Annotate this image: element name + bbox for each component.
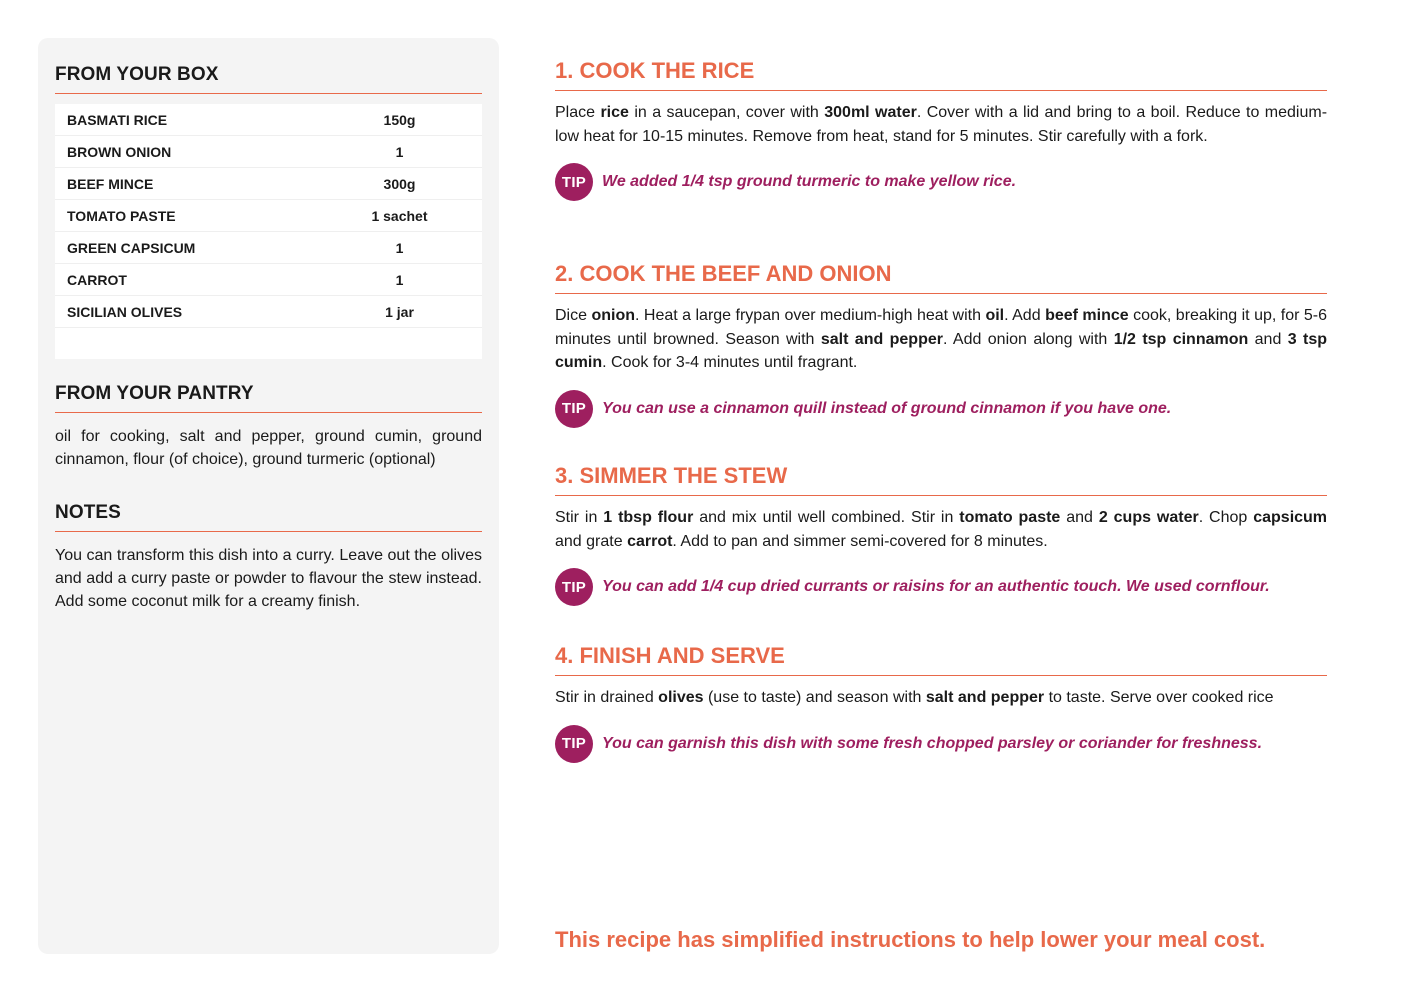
pantry-section bbox=[55, 383, 482, 471]
instruction-text: Place bbox=[555, 104, 601, 121]
tip-text: You can use a cinnamon quill instead of ground cinnamon if you have one. bbox=[602, 399, 1172, 417]
step-1 bbox=[555, 58, 1327, 201]
step-heading: 3. SIMMER THE STEW bbox=[555, 463, 1327, 496]
tip-badge: TIP bbox=[555, 568, 593, 606]
ingredient-qty: 300g bbox=[317, 168, 482, 200]
highlighted-ingredient: 2 cups water bbox=[1098, 509, 1199, 526]
step-heading: 4. FINISH AND SERVE bbox=[555, 643, 1327, 676]
ingredient-qty: 1 bbox=[317, 264, 482, 296]
instruction-text: Stir in drained bbox=[555, 689, 659, 706]
highlighted-ingredient: carrot bbox=[627, 532, 673, 550]
instruction-text: in a saucepan, cover with bbox=[628, 104, 825, 121]
step-2 bbox=[555, 261, 1327, 428]
highlighted-ingredient: olives bbox=[658, 689, 704, 706]
highlighted-ingredient: capsicum bbox=[1253, 509, 1328, 526]
step-instructions bbox=[555, 686, 1327, 710]
step-instructions bbox=[555, 506, 1327, 553]
tip bbox=[555, 725, 1327, 763]
ingredient-row bbox=[55, 296, 482, 328]
highlighted-ingredient: 1/2 tsp cinnamon bbox=[1113, 330, 1249, 348]
box-section bbox=[55, 64, 482, 359]
pantry-text: oil for cooking, salt and pepper, ground cumin, ground cinnamon, flour (of choice), ground turmeric (optional) bbox=[55, 428, 482, 468]
ingredient-name: CARROT bbox=[55, 264, 317, 296]
instruction-text: . Chop bbox=[1198, 509, 1254, 526]
step-3 bbox=[555, 463, 1327, 606]
ingredient-name: SICILIAN OLIVES bbox=[55, 296, 317, 328]
instruction-text: and bbox=[1248, 330, 1288, 348]
highlighted-ingredient: oil bbox=[985, 307, 1005, 324]
ingredient-name: BEEF MINCE bbox=[55, 168, 317, 200]
tip-text: We added 1/4 tsp ground turmeric to make yellow rice. bbox=[602, 173, 1017, 190]
instruction-text: Stir in bbox=[555, 509, 604, 526]
step-instructions bbox=[555, 101, 1327, 148]
instruction-text: . Heat a large frypan over medium-high heat with bbox=[635, 307, 986, 324]
highlighted-ingredient: salt and pepper bbox=[925, 689, 1045, 706]
ingredient-qty: 1 bbox=[317, 232, 482, 264]
tip-badge: TIP bbox=[555, 390, 593, 428]
highlighted-ingredient: 1 tbsp flour bbox=[603, 509, 694, 526]
highlighted-ingredient: 300ml water bbox=[824, 104, 917, 121]
tip bbox=[555, 390, 1327, 428]
ingredient-row bbox=[55, 104, 482, 136]
instruction-text: . Add to pan and simmer semi-covered for 8 minutes. bbox=[672, 532, 1048, 550]
tip-text: You can add 1/4 cup dried currants or raisins for an authentic touch. We used cornflour. bbox=[602, 578, 1270, 595]
instruction-text: and mix until well combined. Stir in bbox=[693, 509, 960, 526]
highlighted-ingredient: salt and pepper bbox=[820, 330, 943, 348]
box-heading: FROM YOUR BOX bbox=[55, 64, 482, 94]
ingredient-qty: 1 sachet bbox=[317, 200, 482, 232]
instruction-text: and grate bbox=[555, 532, 628, 550]
instruction-text: to taste. Serve over cooked rice bbox=[1044, 689, 1274, 706]
notes-section bbox=[55, 502, 482, 613]
step-4 bbox=[555, 643, 1327, 763]
ingredient-qty: 150g bbox=[317, 104, 482, 136]
step-heading: 1. COOK THE RICE bbox=[555, 58, 1327, 91]
ingredient-row-empty bbox=[55, 328, 482, 360]
ingredient-name: BASMATI RICE bbox=[55, 104, 317, 136]
highlighted-ingredient: 3 tsp cumin bbox=[555, 330, 1328, 371]
ingredient-qty: 1 bbox=[317, 136, 482, 168]
tip bbox=[555, 568, 1327, 606]
ingredient-row bbox=[55, 264, 482, 296]
ingredient-row bbox=[55, 232, 482, 264]
step-instructions bbox=[555, 304, 1327, 375]
instruction-text: (use to taste) and season with bbox=[703, 689, 926, 706]
ingredient-row bbox=[55, 168, 482, 200]
instruction-text: . Cook for 3-4 minutes until fragrant. bbox=[602, 354, 858, 371]
ingredient-row bbox=[55, 200, 482, 232]
footer-note: This recipe has simplified instructions to help lower your meal cost. bbox=[555, 927, 1266, 952]
instruction-text: cook, breaking it up, for 5-6 minutes until browned. Season with bbox=[555, 307, 1328, 348]
highlighted-ingredient: beef mince bbox=[1045, 307, 1129, 324]
ingredient-name: GREEN CAPSICUM bbox=[55, 232, 317, 264]
ingredient-row bbox=[55, 136, 482, 168]
instruction-text: Dice bbox=[555, 307, 592, 324]
step-heading: 2. COOK THE BEEF AND ONION bbox=[555, 261, 1327, 294]
highlighted-ingredient: onion bbox=[591, 307, 636, 324]
tip-badge: TIP bbox=[555, 163, 593, 201]
instruction-text: and bbox=[1060, 509, 1099, 526]
instruction-text: . Cover with a lid and bring to a boil. Reduce to medium-low heat for 10-15 minutes. Remove from heat, stand for 5 minutes. Stir carefully with a fork. bbox=[555, 104, 1328, 145]
ingredient-name: BROWN ONION bbox=[55, 136, 317, 168]
tip-text: You can garnish this dish with some fresh chopped parsley or coriander for freshness. bbox=[602, 734, 1263, 752]
instruction-text: . Add bbox=[1004, 307, 1046, 324]
highlighted-ingredient: rice bbox=[600, 104, 629, 121]
tip-badge: TIP bbox=[555, 725, 593, 763]
ingredients-table bbox=[55, 104, 482, 359]
pantry-heading: FROM YOUR PANTRY bbox=[55, 383, 482, 413]
ingredient-qty: 1 jar bbox=[317, 296, 482, 328]
notes-heading: NOTES bbox=[55, 502, 482, 532]
ingredients-sidebar bbox=[38, 38, 499, 954]
notes-text: You can transform this dish into a curry. Leave out the olives and add a curry paste or powder to flavour the stew instead. Add some coconut milk for a creamy finish. bbox=[55, 547, 482, 610]
highlighted-ingredient: tomato paste bbox=[959, 509, 1061, 526]
instruction-text: . Add onion along with bbox=[942, 330, 1114, 348]
tip bbox=[555, 163, 1327, 201]
ingredient-name: TOMATO PASTE bbox=[55, 200, 317, 232]
